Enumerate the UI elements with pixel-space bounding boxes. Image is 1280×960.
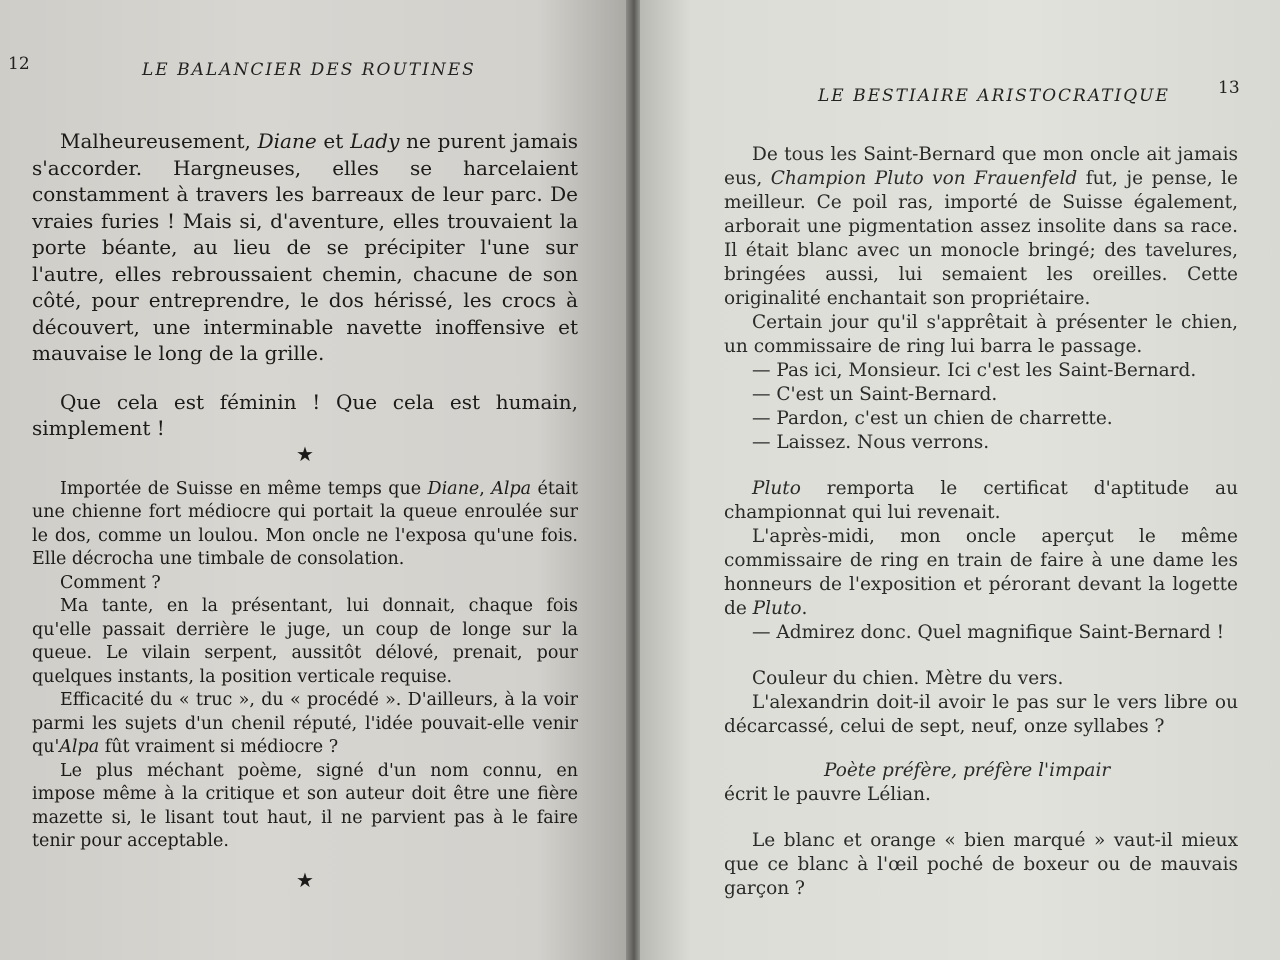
dialogue-line: — Admirez donc. Quel magnifique Saint-Bernard ! [752, 622, 1225, 643]
left-page-number: 12 [8, 54, 30, 74]
paragraph: Couleur du chien. Mètre du vers. [752, 668, 1064, 689]
paragraph: Pluto remporta le certificat d'aptitude au championnat qui lui revenait. [724, 478, 1238, 523]
paragraph: écrit le pauvre Lélian. [724, 784, 931, 805]
paragraph: Certain jour qu'il s'apprêtait à présenter le chien, un commissaire de ring lui barra le passage. [724, 312, 1238, 357]
paragraph: L'après-midi, mon oncle aperçut le même commissaire de ring en train de faire à une dame les honneurs de l'exposition et pérorant devant la logette de Pluto. [724, 526, 1238, 619]
paragraph: De tous les Saint-Bernard que mon oncle ait jamais eus, Champion Pluto von Frauenfeld fut, je pense, le meilleur. Ce poil ras, importé de Suisse également, arborait une pigmentation assez insolite dans sa race. Il était blanc avec un monocle bringé; des tavelures, bringées aussi, lui semaient les oreilles. Cette originalité enchantait son propriétaire. [724, 144, 1239, 309]
dialogue-line: — Laissez. Nous verrons. [752, 432, 990, 453]
paragraph: L'alexandrin doit-il avoir le pas sur le vers libre ou décarcassé, celui de sept, neuf, onze syllabes ? [724, 692, 1238, 737]
paragraph: Importée de Suisse en même temps que Diane, Alpa était une chienne fort médiocre qui portait la queue enroulée sur le dos, comme un loulou. Mon oncle ne l'exposa qu'une fois. Elle décrocha une timbale de consolation. [32, 478, 578, 569]
paragraph: Efficacité du « truc », du « procédé ». D'ailleurs, à la voir parmi les sujets d'un chenil réputé, l'idée pouvait-elle venir qu'Alpa fût vraiment si médiocre ? [32, 690, 578, 757]
section-break-star: ★ [296, 867, 314, 892]
right-running-head: LE BESTIAIRE ARISTOCRATIQUE [818, 86, 1170, 106]
paragraph: Comment ? [60, 572, 161, 593]
paragraph: Le plus méchant poème, signé d'un nom connu, en impose même à la critique et son auteur doit être une fière mazette si, le lisant tout haut, il ne parvient pas à le faire tenir pour acceptable. [32, 760, 578, 851]
left-running-head: LE BALANCIER DES ROUTINES [142, 60, 476, 80]
right-page-number: 13 [1218, 78, 1240, 98]
left-page [0, 0, 632, 960]
left-body-text [32, 128, 578, 892]
paragraph: Malheureusement, Diane et Lady ne purent jamais s'accorder. Hargneuses, elles se harcelaient constamment à travers les barreaux de leur parc. De vraies furies ! Mais si, d'aventure, elles trouvaient la porte béante, au lieu de se précipiter l'une sur l'autre, elles rebroussaient chemin, chacune de son côté, pour entreprendre, le dos hérissé, les crocs à découvert, une interminable navette inoffensive et mauvaise le long de la grille. [32, 129, 579, 365]
paragraph: Que cela est féminin ! Que cela est humain, simplement ! [32, 389, 578, 440]
right-body-text [724, 143, 1238, 901]
dialogue-line: — C'est un Saint-Bernard. [752, 384, 998, 405]
paragraph: Le blanc et orange « bien marqué » vaut-il mieux que ce blanc à l'œil poché de boxeur ou de mauvais garçon ? [724, 830, 1238, 899]
section-break-star: ★ [296, 441, 314, 466]
verse-quote: Poète préfère, préfère l'impair [824, 760, 1111, 781]
dialogue-line: — Pardon, c'est un chien de charrette. [752, 408, 1113, 429]
dialogue-line: — Pas ici, Monsieur. Ici c'est les Saint-Bernard. [752, 360, 1197, 381]
paragraph: Ma tante, en la présentant, lui donnait, chaque fois qu'elle passait derrière le juge, un coup de longe sur la queue. Le vilain serpent, aussitôt délové, prenait, pour quelques instants, la position verticale requise. [32, 596, 578, 687]
